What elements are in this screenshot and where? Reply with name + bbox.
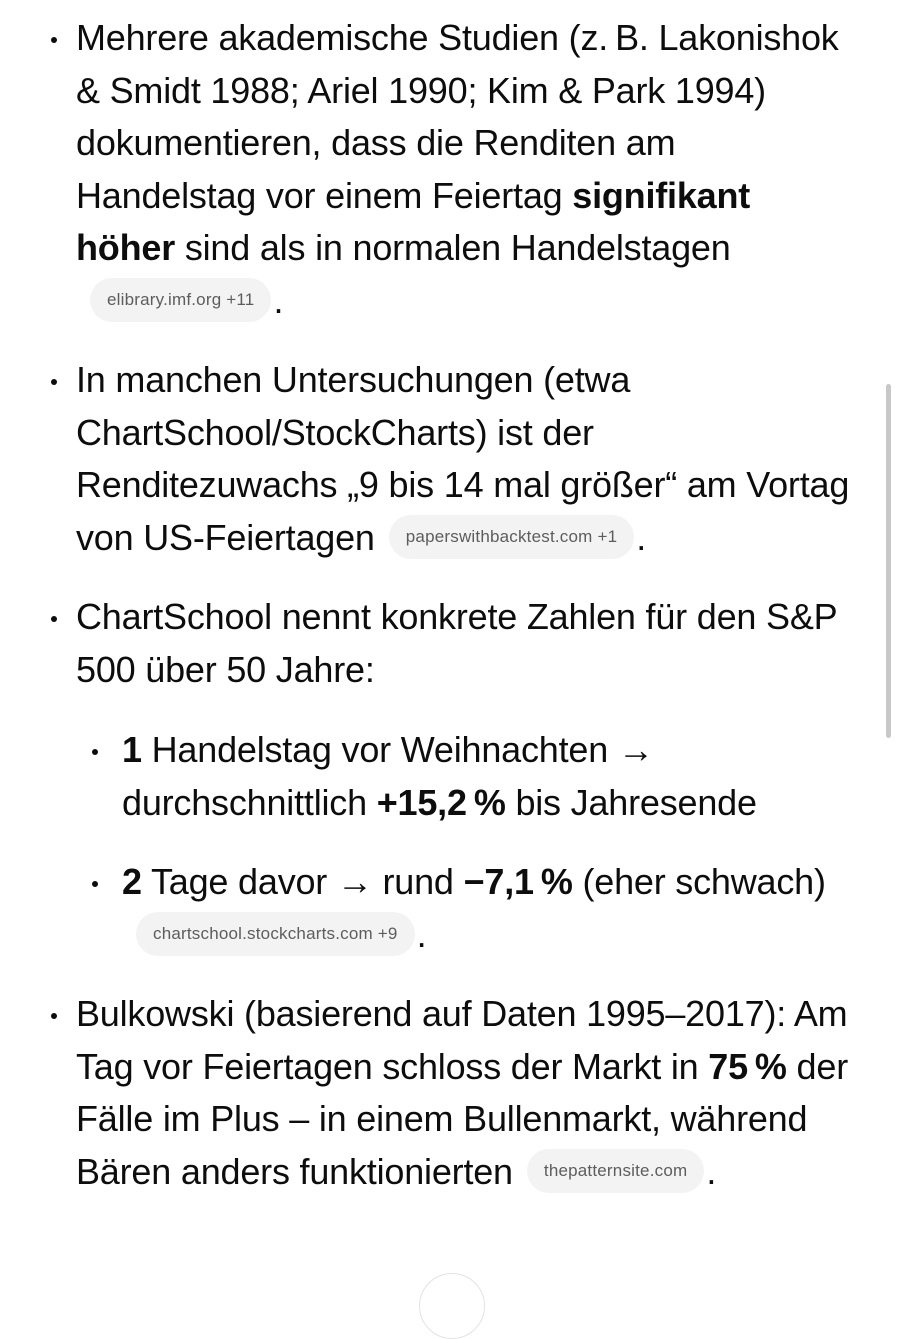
item-bold-text: +15,2 %: [376, 781, 506, 823]
item-text: der Fälle im Plus – in einem Bullenmarkt, während Bären anders funktionierten: [76, 1045, 848, 1192]
item-period: .: [273, 279, 284, 321]
list-item: [0, 12, 880, 327]
item-text: bis Jahresende: [505, 781, 757, 823]
item-text: Handelstag vor Weihnachten → durchschnittlich: [122, 729, 654, 823]
item-bold-text: 2: [122, 861, 142, 902]
item-text: ChartSchool nennt konkrete Zahlen für den S&P 500 über 50 Jahre:: [76, 596, 845, 690]
item-period: .: [706, 1150, 717, 1192]
source-citation-chip[interactable]: elibrary.imf.org +11: [90, 278, 271, 322]
item-bold-text: −7,1 %: [463, 861, 573, 902]
list-item: [0, 354, 880, 564]
list-item: [0, 591, 880, 961]
item-text: In manchen Untersuchungen (etwa ChartSchool/StockCharts) ist der Renditezuwachs „9 bis 14 mal größer“ am Vortag von US-Feiertagen: [76, 359, 850, 558]
item-period: .: [416, 913, 427, 955]
bullet-list: [0, 12, 880, 1198]
list-item: [0, 988, 880, 1198]
sub-list-item: [0, 724, 852, 829]
sub-bullet-list: [76, 724, 852, 961]
item-text: Mehrere akademische Studien (z. B. Lakonishok & Smidt 1988; Ariel 1990; Kim & Park 1994) dokumentieren, dass die Renditen am Handelstag vor einem Feiertag: [76, 17, 839, 216]
scrollbar-thumb[interactable]: [886, 384, 891, 738]
scroll-down-button[interactable]: [419, 1273, 485, 1339]
item-text: Tage davor → rund: [141, 861, 464, 902]
item-bold-text: 1: [122, 729, 142, 770]
chat-message-content: [0, 12, 880, 1225]
item-bold-text: 75 %: [708, 1045, 787, 1087]
source-citation-chip[interactable]: thepatternsite.com: [527, 1149, 704, 1193]
source-citation-chip[interactable]: paperswithbacktest.com +1: [389, 515, 634, 559]
source-citation-chip[interactable]: chartschool.stockcharts.com +9: [136, 912, 415, 956]
item-bold-text: signifikant höher: [76, 174, 751, 268]
item-period: .: [636, 516, 647, 558]
sub-list-item: [0, 856, 852, 961]
item-text: sind als in normalen Handelstagen: [175, 227, 731, 268]
item-text: (eher schwach): [572, 861, 826, 902]
item-text: Bulkowski (basierend auf Daten 1995–2017): Am Tag vor Feiertagen schloss der Markt in: [76, 993, 848, 1087]
